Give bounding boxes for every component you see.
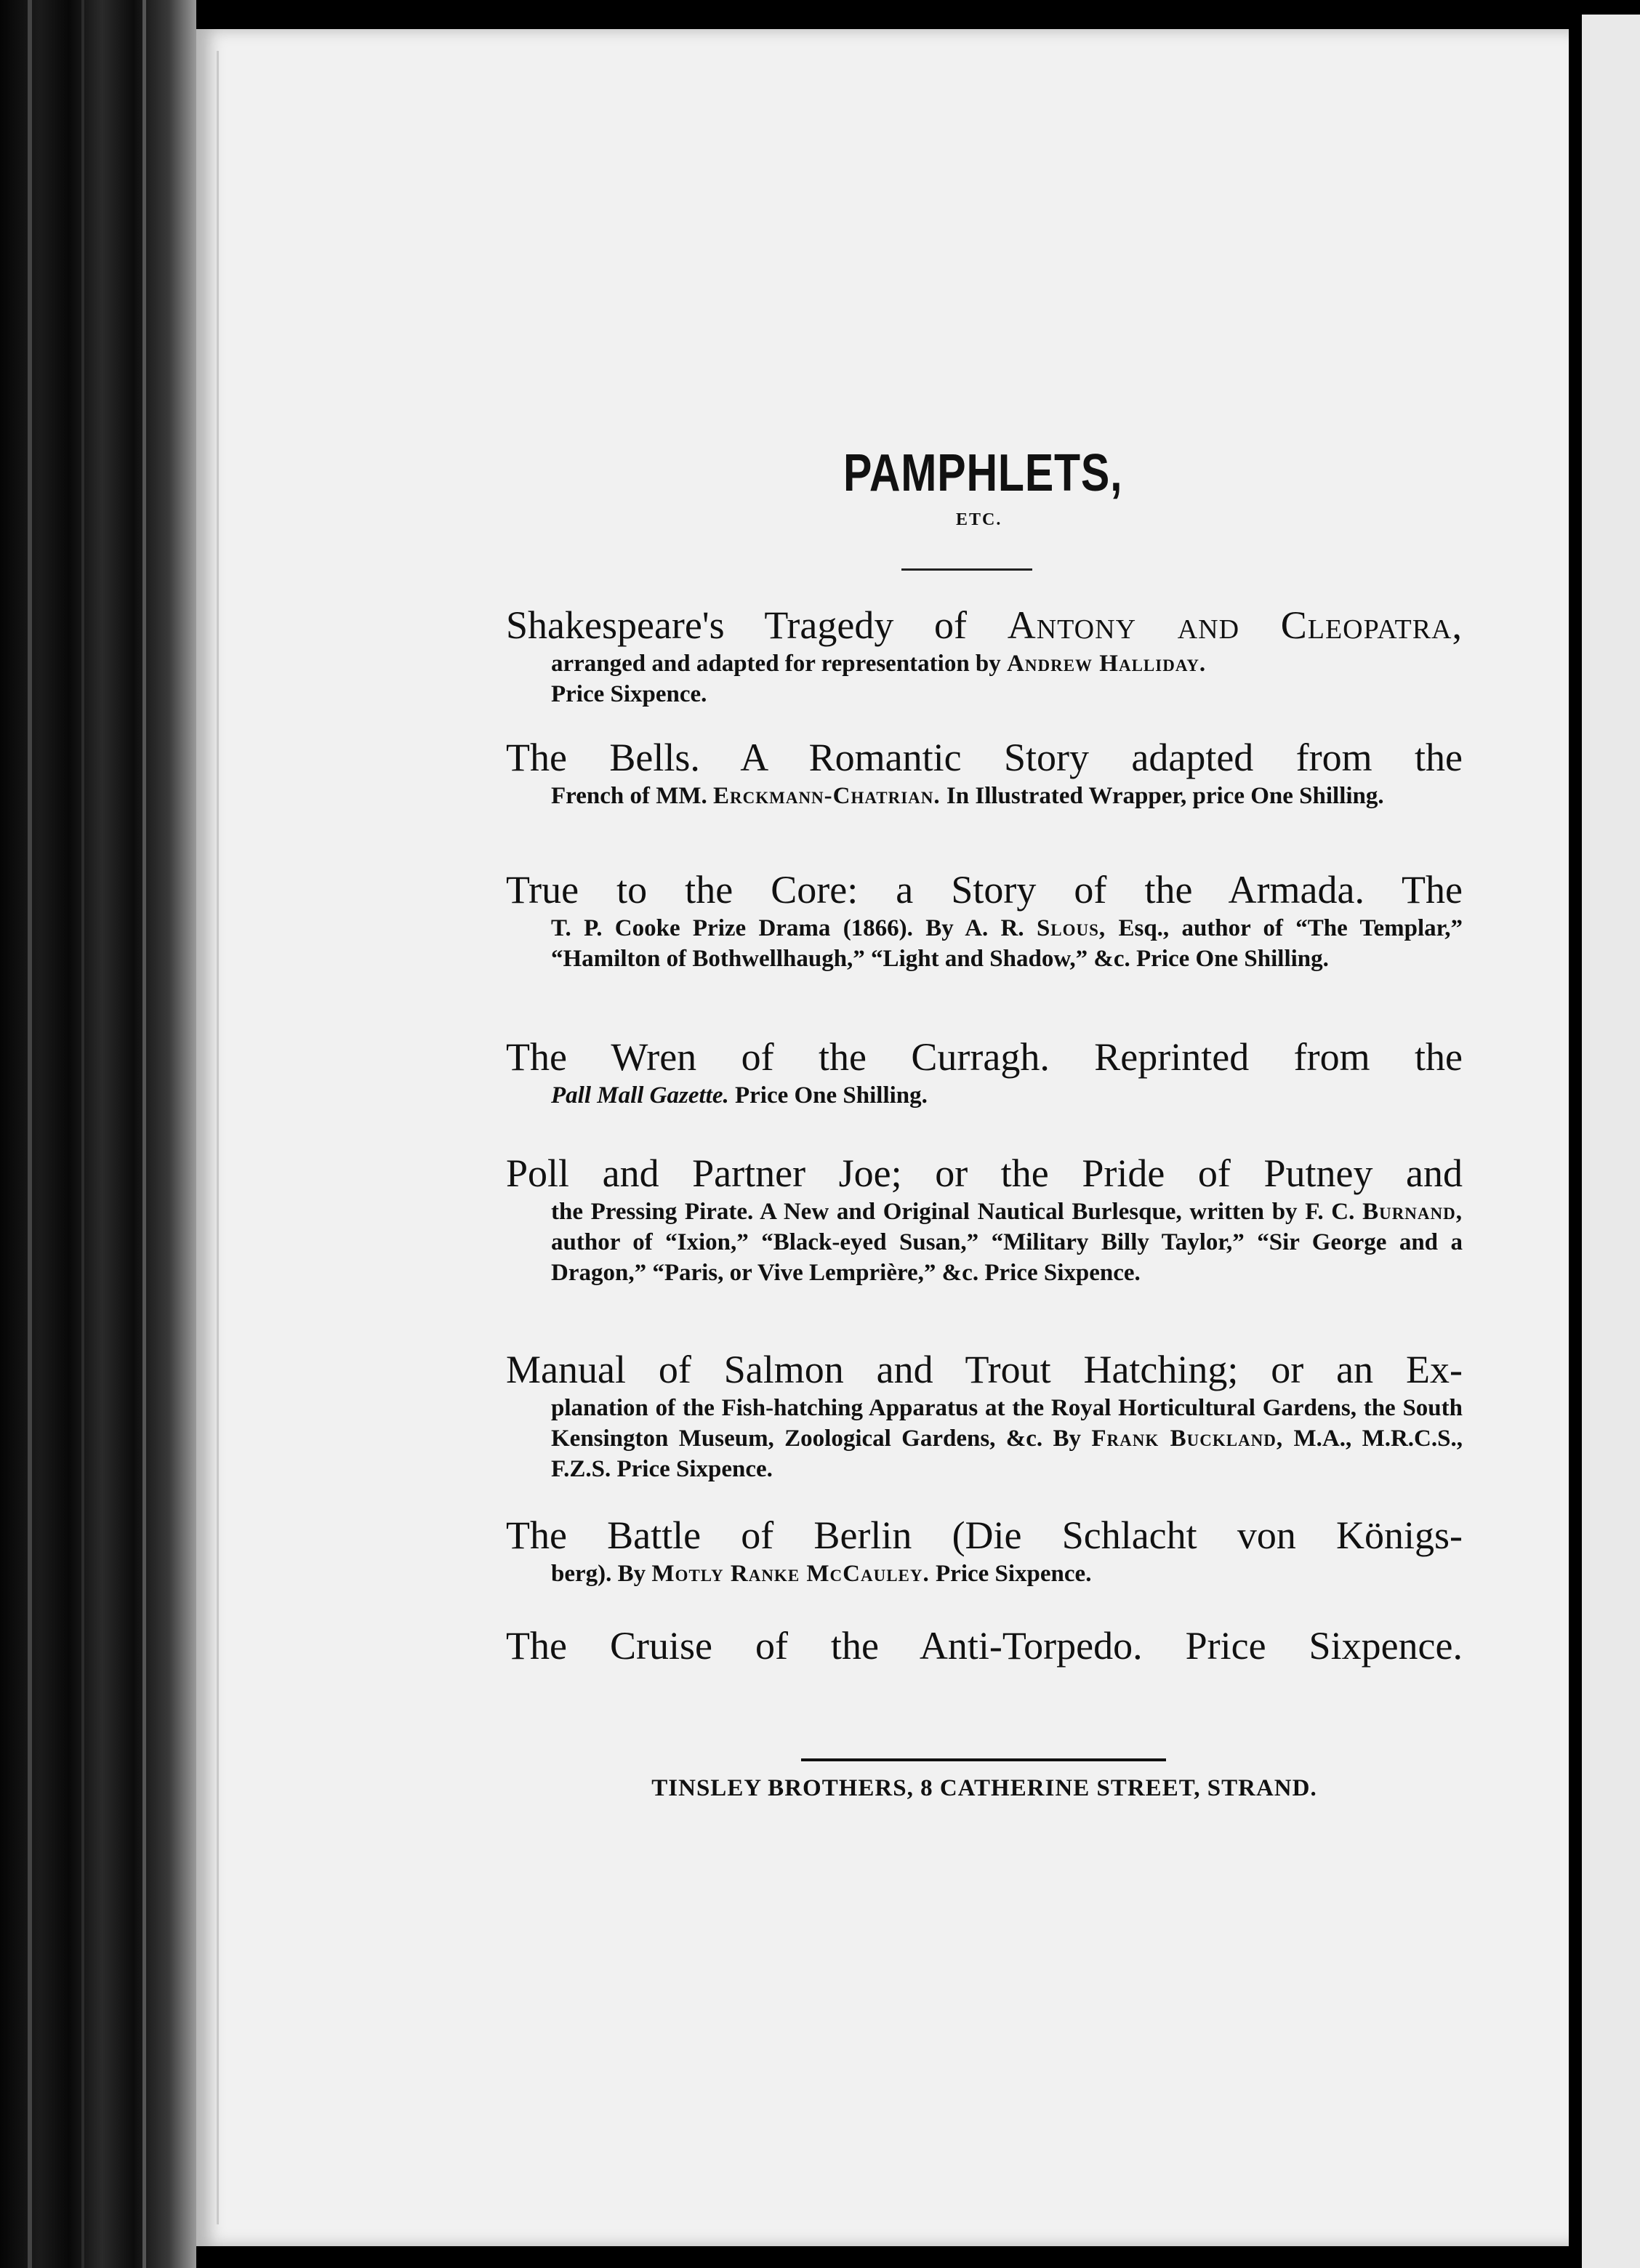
entry-description: berg). By Motly Ranke McCauley. Price Sixpence. [551,1561,1092,1587]
entry-title: True to the Core: a Story of the Armada. The [506,868,1463,912]
entry-title: The Wren of the Curragh. Reprinted from the [506,1035,1463,1079]
pamphlet-entry [506,734,1463,811]
entry-title: Manual of Salmon and Trout Hatching; or an Ex- [506,1348,1463,1391]
entry-description: the Pressing Pirate. A New and Original Nautical Burlesque, written by F. C. Burnand, author of “Ixion,” “Black-eyed Susan,” “Military Billy Taylor,” “Sir George and a Dragon,” “Paris, or Vive Lemprière,” &c. Price Sixpence. [551,1199,1463,1286]
page-subheading: ETC. [956,510,1002,529]
entry-description: arranged and adapted for representation by Andrew Halliday. Price Sixpence. [551,651,1207,707]
entry-description: French of MM. Erckmann-Chatrian. In Illustrated Wrapper, price One Shilling. [551,783,1384,809]
pamphlet-entry [506,866,1463,974]
pamphlet-entry [506,1150,1463,1288]
pamphlet-entry [506,1034,1463,1111]
pamphlet-entry [506,1346,1463,1484]
entry-description: Pall Mall Gazette. Price One Shilling. [551,1082,928,1109]
publisher-imprint: TINSLEY BROTHERS, 8 CATHERINE STREET, STRAND. [651,1775,1317,1801]
footer-rule [801,1758,1166,1761]
entry-description: T. P. Cooke Prize Drama (1866). By A. R. Slous, Esq., author of “The Templar,” “Hamilton of Bothwellhaugh,” “Light and Shadow,” &c. Price One Shilling. [551,915,1463,972]
spine-stripe [28,0,32,2268]
pamphlet-entry [506,602,1463,709]
pamphlet-entry [506,1512,1463,1589]
entry-title: The Battle of Berlin (Die Schlacht von Königs- [506,1513,1463,1557]
page-heading: PAMPHLETS, [843,444,1123,502]
entry-title: Shakespeare's Tragedy of Antony and Cleopatra, [506,603,1463,647]
facing-page-edge [1582,15,1640,2268]
heading-rule [901,568,1032,571]
page-inner-edge [217,51,219,2224]
entry-title: Poll and Partner Joe; or the Pride of Putney and [506,1151,1463,1195]
book-spine [0,0,196,2268]
entry-description: planation of the Fish-hatching Apparatus at the Royal Horticultural Gardens, the South Kensington Museum, Zoological Gardens, &c. By Frank Buckland, M.A., M.R.C.S., F.Z.S. Price Sixpence. [551,1395,1463,1482]
pamphlet-entry [506,1622,1463,1669]
scanned-page [196,29,1569,2246]
entry-title: The Bells. A Romantic Story adapted from the [506,736,1463,779]
entry-title: The Cruise of the Anti-Torpedo. Price Sixpence. [506,1624,1463,1668]
spine-stripe [142,0,146,2268]
page-gap [1569,0,1582,2268]
spine-stripe [81,0,84,2268]
